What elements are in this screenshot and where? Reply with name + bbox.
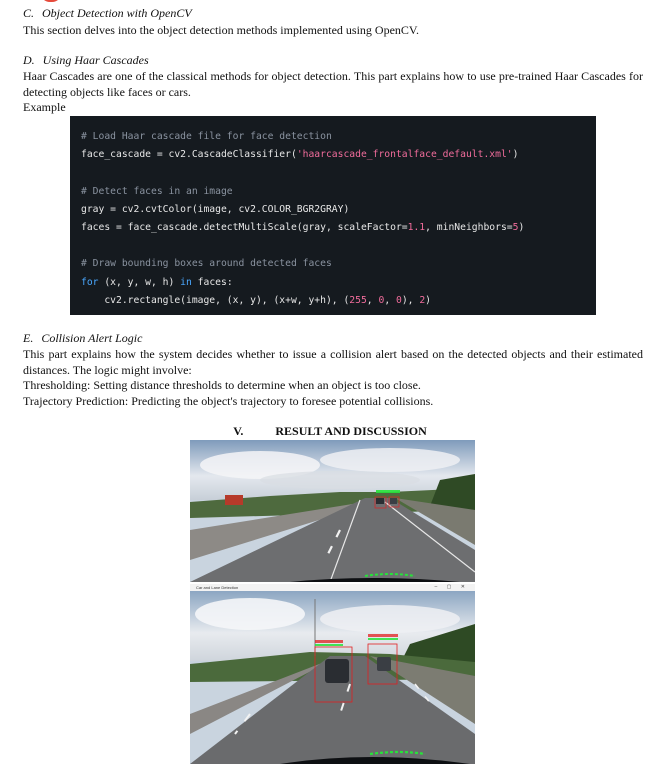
code-line-10	[81, 292, 596, 310]
code-number: 5	[512, 221, 519, 233]
code-blank-line	[81, 237, 596, 255]
result-screenshot-2	[190, 584, 475, 764]
code-comment: # Load Haar cascade file for face detection	[81, 131, 332, 142]
code-text: face_cascade = cv2.CascadeClassifier(	[81, 149, 297, 161]
section-d-number: D.	[23, 53, 35, 67]
code-line-1	[81, 128, 596, 146]
code-number: 1.1	[407, 221, 426, 233]
code-text: faces:	[191, 276, 233, 288]
code-line-8	[81, 255, 596, 273]
code-line-6	[81, 219, 596, 237]
code-text: (x, y, w, h)	[98, 276, 181, 288]
code-number: 0	[378, 294, 385, 306]
code-number: 2	[419, 294, 426, 306]
code-text: )	[425, 294, 432, 306]
code-line-5	[81, 201, 596, 219]
detection-label-bar	[368, 638, 398, 640]
code-number: 0	[395, 294, 402, 306]
detection-label-bar	[376, 490, 400, 493]
result-screenshot-1	[190, 440, 475, 582]
code-text: )	[518, 221, 525, 233]
section-d-heading	[23, 53, 149, 68]
code-text: )	[512, 149, 519, 161]
section-c-body: This section delves into the object detection methods implemented using OpenCV.	[23, 23, 420, 37]
detection-label-bar	[315, 640, 343, 643]
code-line-2	[81, 146, 596, 164]
detection-label-bar	[368, 634, 398, 637]
code-text: , minNeighbors=	[425, 221, 513, 233]
section-d-body: Haar Cascades are one of the classical methods for object detection. This part explains how to use pre-trained Haar Cascades for detecting objects like faces or cars.	[23, 69, 643, 99]
window-controls-icon: – ▢ ✕	[434, 584, 469, 590]
code-string: 'haarcascade_frontalface_default.xml'	[296, 149, 513, 161]
window-title: Car and Lane Detection	[196, 585, 239, 590]
section-c-heading	[23, 6, 192, 21]
section-e-title: Collision Alert Logic	[41, 331, 143, 345]
code-text: gray = cv2.cvtColor(image, cv2.COLOR_BGR2GRAY)	[81, 203, 350, 215]
detection-label-bar	[315, 644, 343, 646]
code-text: ),	[401, 294, 420, 306]
example-label: Example	[23, 100, 66, 114]
section-e-item-trajectory: Trajectory Prediction: Predicting the object's trajectory to foresee potential collisions.	[23, 394, 434, 408]
code-text: ,	[366, 294, 379, 306]
section-e-item-thresholding: Thresholding: Setting distance thresholds to determine when an object is too close.	[23, 378, 421, 392]
code-keyword: in	[180, 276, 192, 288]
section-c-number: C.	[23, 6, 35, 20]
section-d-title: Using Haar Cascades	[42, 53, 149, 67]
result-heading-title: RESULT AND DISCUSSION	[275, 424, 427, 438]
code-line-9	[81, 274, 596, 292]
highway-scene-1	[190, 440, 475, 582]
code-number: 255	[349, 294, 367, 306]
section-e-number: E.	[23, 331, 34, 345]
code-blank-line	[81, 164, 596, 182]
window-titlebar	[190, 584, 475, 591]
code-comment: # Draw bounding boxes around detected faces	[81, 258, 332, 270]
section-e-heading	[23, 331, 142, 346]
code-text: faces = face_cascade.detectMultiScale(gray, scaleFactor=	[81, 221, 408, 233]
code-line-4	[81, 183, 596, 201]
result-heading-number: V.	[233, 424, 244, 438]
section-e-body: This part explains how the system decides whether to issue a collision alert based on the detected objects and their estimated distances. The logic might involve:	[23, 347, 643, 377]
code-text: cv2.rectangle(image, (x, y), (x+w, y+h), (	[81, 294, 350, 306]
result-heading	[0, 424, 660, 439]
code-comment: # Detect faces in an image	[81, 185, 233, 197]
section-c-title: Object Detection with OpenCV	[42, 6, 192, 20]
highway-scene-2	[190, 584, 475, 764]
code-keyword: for	[81, 276, 99, 288]
code-text: ,	[384, 294, 396, 306]
header-logo-fragment	[40, 0, 62, 2]
code-block	[70, 116, 596, 315]
